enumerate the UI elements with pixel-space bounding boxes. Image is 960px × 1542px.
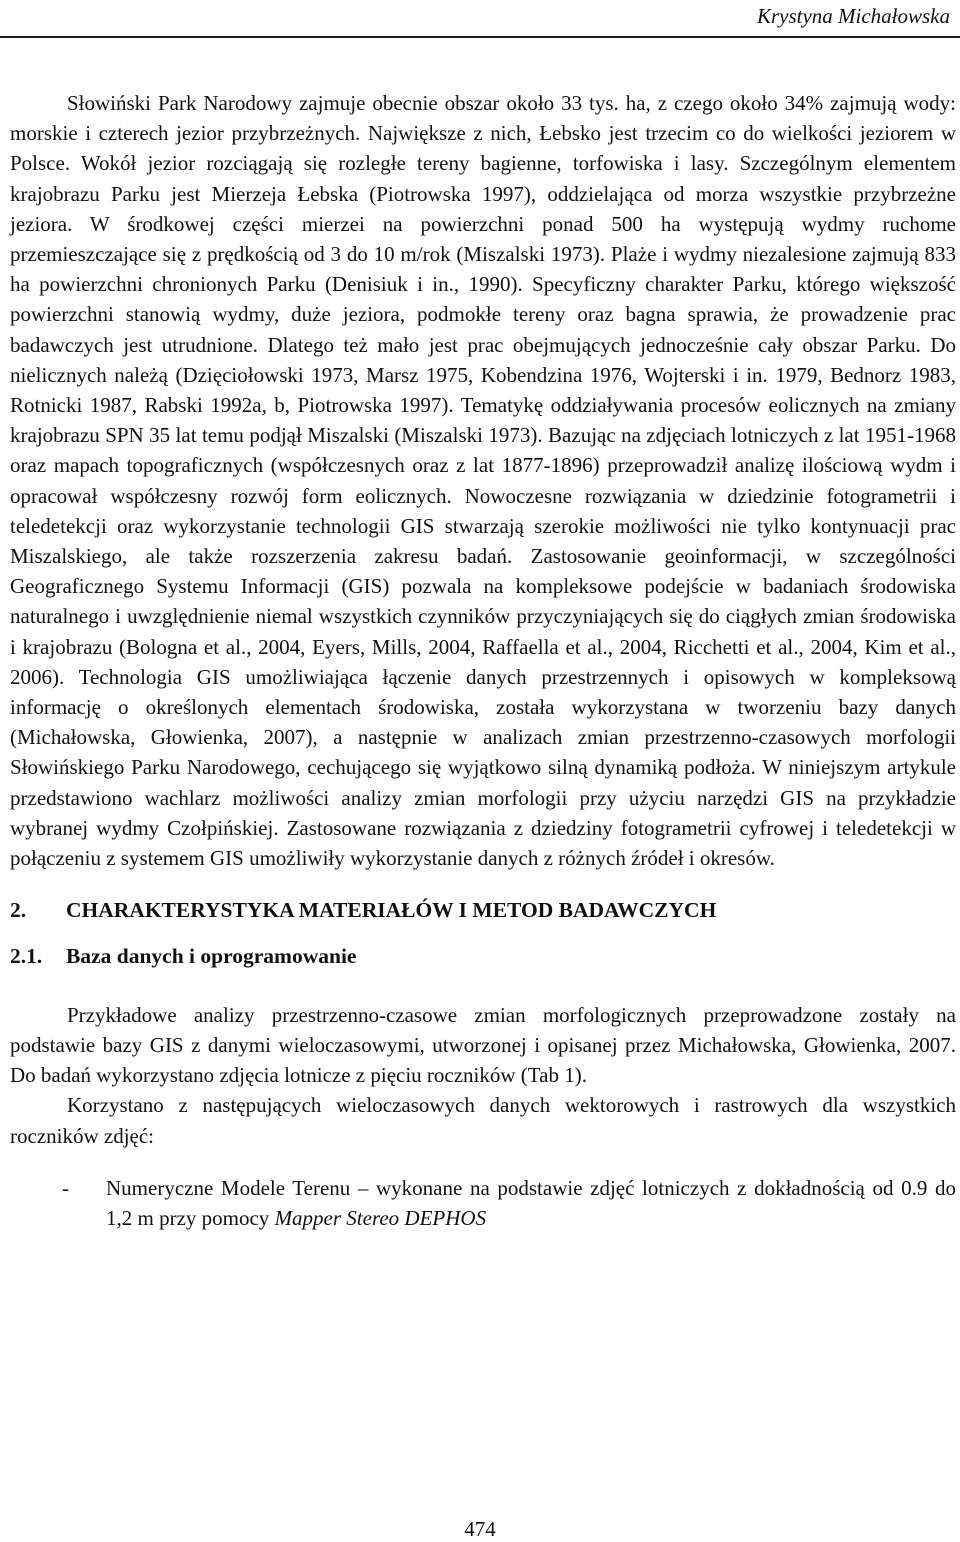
software-name: Mapper Stereo DEPHOS [274,1205,487,1230]
header-rule [0,36,960,38]
subsection-heading-2-1 [10,941,956,971]
section-heading-2 [10,895,956,925]
page-number: 474 [464,1517,496,1541]
running-header: Krystyna Michałowska [756,4,950,28]
section-number: 2. [10,898,27,923]
paragraph-data-sources: Korzystano z następujących wieloczasowych danych wektorowych i rastrowych dla wszystkich roczników zdjęć: [10,1093,956,1148]
subsection-title: Baza danych i oprogramowanie [66,944,357,969]
paragraph-intro: Słowiński Park Narodowy zajmuje obecnie obszar około 33 tys. ha, z czego około 34% zajmują wody: morskie i czterech jezior przybrzeżnych. Największe z nich, Łebsko jest trzecim co do wielkości jeziorem w Polsce. Wokół jezior rozciągają się rozległe tereny bagienne, torfowiska i lasy. Szczególnym elementem krajobrazu Parku jest Mierzeja Łebska (Piotrowska 1997), oddzielająca od morza wszystkie przybrzeżne jeziora. W środkowej części mierzei na powierzchni ponad 500 ha występują wydmy ruchome przemieszczające się z prędkością od 3 do 10 m/rok (Miszalski 1973). Plaże i wydmy niezalesione zajmują 833 ha powierzchni chronionych Parku (Denisiuk i in., 1990). Specyficzny charakter Parku, którego większość powierzchni stanowią wydmy, duże jeziora, podmokłe tereny oraz bagna sprawia, że prowadzenie prac badawczych jest utrudnione. Dlatego też mało jest prac obejmujących jednocześnie cały obszar Parku. Do nielicznych należą (Dzięciołowski 1973, Marsz 1975, Kobendzina 1976, Wojterski i in. 1979, Bednorz 1983, Rotnicki 1987, Rabski 1992a, b, Piotrowska 1997). Tematykę oddziaływania procesów eolicznych na zmiany krajobrazu SPN 35 lat temu podjął Miszalski (Miszalski 1973). Bazując na zdjęciach lotniczych z lat 1951-1968 oraz mapach topograficznych (współczesnych oraz z lat 1877-1896) przeprowadził analizę ilościową wydm i opracował współczesny rozwój form eolicznych. Nowoczesne rozwiązania w dziedzinie fotogrametrii i teledetekcji oraz wykorzystanie technologii GIS stwarzają szerokie możliwości nie tylko kontynuacji prac Miszalskiego, ale także rozszerzenia zakresu badań. Zastosowanie geoinformacji, w szczególności Geograficznego Systemu Informacji (GIS) pozwala na kompleksowe podejście w badaniach środowiska naturalnego i uwzględnienie niemal wszystkich czynników przyczyniających się do ciągłych zmian środowiska i krajobrazu (Bologna et al., 2004, Eyers, Mills, 2004, Raffaella et al., 2004, Ricchetti et al., 2004, Kim et al., 2006). Technologia GIS umożliwiająca łączenie danych przestrzennych i opisowych w kompleksową informację o określonych elementach środowiska, została wykorzystana w tworzeniu bazy danych (Michałowska, Głowienka, 2007), a następnie w analizach zmian przestrzenno-czasowych morfologii Słowińskiego Parku Narodowego, cechującego się wyjątkowo silną dynamiką podłoża. W niniejszym artykule przedstawiono wachlarz możliwości analizy zmian morfologii przy użyciu narzędzi GIS na przykładzie wybranej wydmy Czołpińskiej. Zastosowane rozwiązania z dziedziny fotogrametrii cyfrowej i teledetekcji w połączeniu z systemem GIS umożliwiły wykorzystanie danych z różnych źródeł i okresów. [10,91,956,871]
paragraph-analyses: Przykładowe analizy przestrzenno-czasowe zmian morfologicznych przeprowadzone zostały na podstawie bazy GIS z danymi wieloczasowymi, utworzonej i opisanej przez Michałowska, Głowienka, 2007. Do badań wykorzystano zdjęcia lotnicze z pięciu roczników (Tab 1). [10,1002,956,1088]
list-item-body: Numeryczne Modele Terenu – wykonane na podstawie zdjęć lotniczych z dokładnością od 0.9 do 1,2 m przy pomocy [106,1175,956,1230]
page-body [10,88,956,1233]
subsection-number: 2.1. [10,944,43,969]
list-bullet: - [62,1175,69,1200]
list-item [10,1173,956,1233]
list-item-text [106,1173,956,1233]
section-title: CHARAKTERYSTYKA MATERIAŁÓW I METOD BADAWCZYCH [66,898,717,923]
